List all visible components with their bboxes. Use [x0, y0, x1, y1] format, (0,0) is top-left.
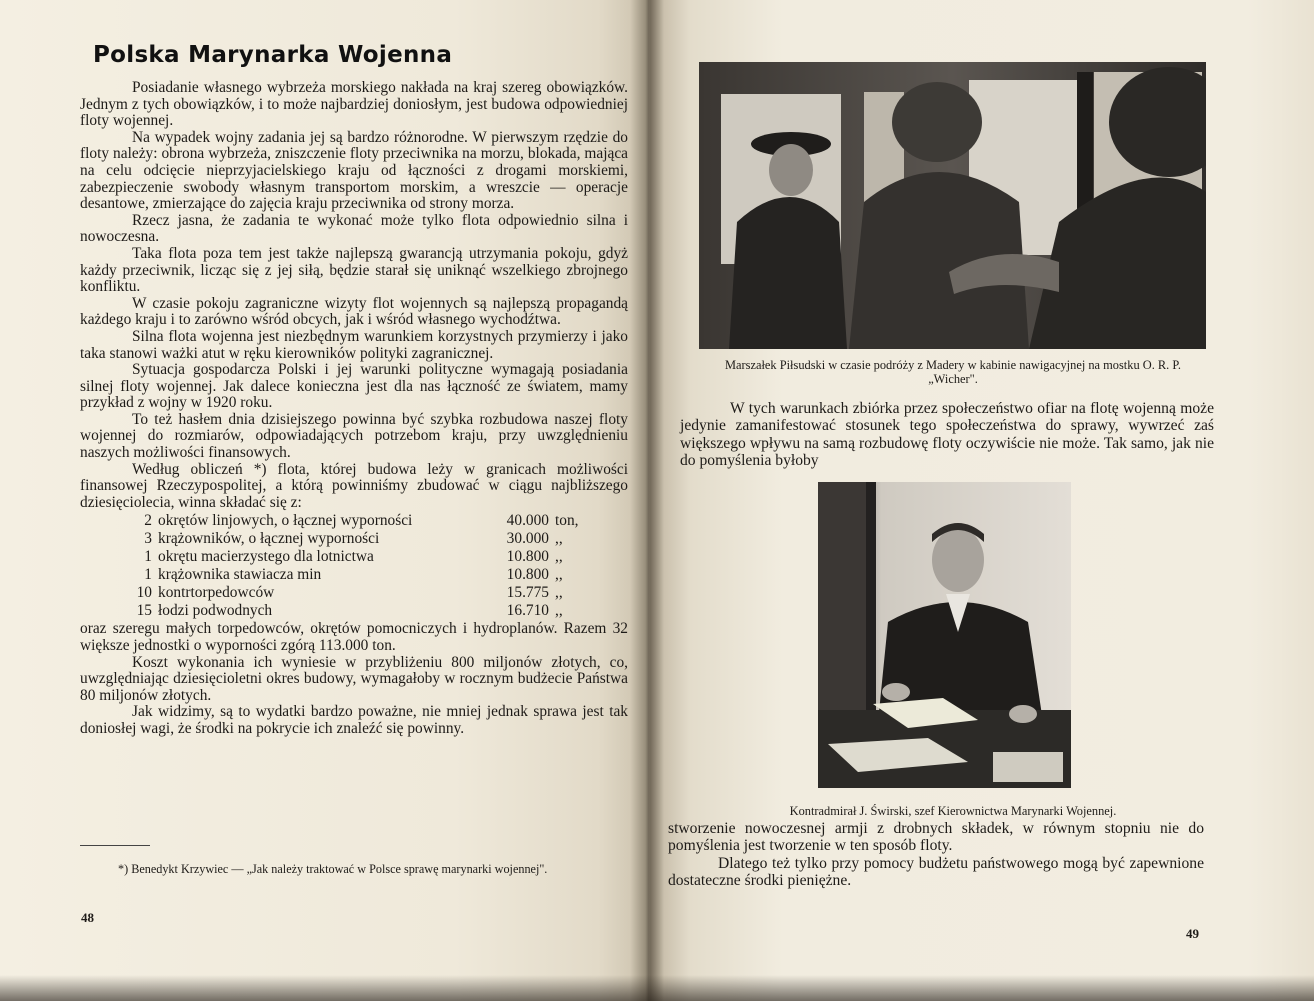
- fleet-unit: ,,: [555, 566, 563, 584]
- paragraph: stworzenie nowoczesnej armji z drobnych składek, w równym stopniu nie do pomyślenia jest tworzenie w ten sposób floty.: [668, 820, 1204, 855]
- paragraph: W tych warunkach zbiórka przez społeczeństwo ofiar na flotę wojenną może jedynie zamanifestować stosunek tego społeczeństwa do sprawy, wywrzeć zaś większego wpływu na samą rozbudowę floty oczywiście nie może. Tak samo, jak nie do pomyślenia byłoby: [680, 400, 1214, 470]
- fleet-name: kontrtorpedowców: [158, 584, 275, 602]
- fleet-count: 1: [144, 548, 152, 566]
- fleet-value: 10.800: [506, 548, 549, 566]
- fleet-count: 2: [144, 512, 152, 530]
- left-body-text: [80, 80, 628, 738]
- footnote-divider: [80, 845, 150, 846]
- fleet-count: 10: [136, 584, 152, 602]
- paragraph: Sytuacja gospodarcza Polski i jej warunki polityczne wymagają posiadania silnej floty wojennej. Jak dalece konieczna jest dla nas łączność ze światem, mamy przykład z wojny w 1920 roku.: [80, 361, 628, 412]
- fleet-count: 3: [144, 530, 152, 548]
- photo-pilsudski-bridge: [699, 62, 1206, 349]
- fleet-value: 40.000: [506, 512, 549, 530]
- fleet-name: łodzi podwodnych: [158, 602, 273, 620]
- fleet-name: krążowników, o łącznej wyporności: [158, 530, 380, 548]
- fleet-value: 15.775: [506, 584, 549, 602]
- fleet-unit: ,,: [555, 584, 563, 602]
- paragraph: W czasie pokoju zagraniczne wizyty flot wojennych są najlepszą propagandą każdego kraju i to zarówno wśród obcych, jak i wśród własnego wychodźtwa.: [80, 294, 628, 329]
- photo-swirski-desk: [818, 482, 1071, 788]
- article-title: Polska Marynarka Wojenna: [93, 42, 453, 68]
- fleet-table: [128, 512, 593, 620]
- fleet-unit: ,,: [555, 548, 563, 566]
- fleet-unit: ,,: [555, 602, 563, 620]
- fleet-value: 10.800: [506, 566, 549, 584]
- fleet-value: 16.710: [506, 602, 549, 620]
- paragraph: oraz szeregu małych torpedowców, okrętów pomocniczych i hydroplanów. Razem 32 większe jednostki o wyporności zgórą 113.000 ton.: [80, 620, 628, 655]
- table-row: [128, 530, 593, 548]
- fleet-count: 1: [144, 566, 152, 584]
- paragraph: Taka flota poza tem jest także najlepszą gwarancją utrzymania pokoju, gdyż każdy przeciwnik, licząc się z jej siłą, będzie starał się uniknąć wszelkiego zbrojnego konfliktu.: [80, 244, 628, 296]
- right-body-text-2: [668, 820, 1204, 890]
- page-number-left: 48: [81, 910, 94, 925]
- bottom-edge-shadow: [0, 975, 1314, 1001]
- fleet-name: krążownika stawiacza min: [158, 566, 322, 584]
- right-body-text-1: [680, 400, 1214, 470]
- paragraph: Jak widzimy, są to wydatki bardzo poważne, nie mniej jednak sprawa jest tak doniosłej wagi, że środki na pokrycie ich znaleźć się powinny.: [80, 703, 628, 737]
- table-row: [128, 548, 593, 566]
- table-row: [128, 584, 593, 602]
- paragraph: Na wypadek wojny zadania jej są bardzo różnorodne. W pierwszym rzędzie do floty należy: obrona wybrzeża, zniszczenie floty przeciwnika na morzu, blokada, mająca na celu odcięcie nieprzyjacielskiego kraju od łączności z drogami morskiemi, zabezpieczenie swobody własnym transportom morskim, a wreszcie — operacje desantowe, zmierzające do zajęcia kraju przeciwnika od strony morza.: [80, 128, 628, 213]
- footnote: *) Benedykt Krzywiec — „Jak należy traktować w Polsce sprawę marynarki wojennej".: [118, 862, 548, 876]
- paragraph: Silna flota wojenna jest niezbędnym warunkiem korzystnych przymierzy i jako taka stanowi ważki atut w ręku kierowników polityki zagranicznej.: [80, 327, 628, 362]
- paragraph: Koszt wykonania ich wyniesie w przybliżeniu 800 miljonów złotych, co, uwzględniając dziesięcioletni okres budowy, wymagałoby w rocznym budżecie Państwa 80 miljonów złotych.: [80, 653, 628, 704]
- paragraph: Rzecz jasna, że zadania te wykonać może tylko flota odpowiednio silna i nowoczesna.: [80, 211, 628, 246]
- fleet-unit: ton,: [555, 512, 579, 530]
- paragraph: Według obliczeń *) flota, której budowa leży w granicach możliwości finansowej Rzeczypospolitej, a którą powinniśmy zbudować w ciągu najbliższego dziesięciolecia, winna składać się z:: [80, 460, 628, 511]
- fleet-value: 30.000: [506, 530, 549, 548]
- table-row: [128, 602, 593, 620]
- photo-caption-1: Marszałek Piłsudski w czasie podróży z Madery w kabinie nawigacyjnej na mostku O. R. P. „Wicher".: [725, 358, 1181, 386]
- fleet-count: 15: [136, 602, 152, 620]
- paragraph: Dlatego też tylko przy pomocy budżetu państwowego mogą być zapewnione dostateczne środki pieniężne.: [668, 854, 1204, 890]
- photo-caption-2: Kontradmirał J. Świrski, szef Kierownictwa Marynarki Wojennej.: [789, 804, 1117, 818]
- page-number-right: 49: [1186, 926, 1199, 941]
- table-row: [128, 566, 593, 584]
- book-spine-shadow: [630, 0, 664, 1001]
- left-page: [0, 0, 650, 1001]
- table-row: [128, 512, 593, 530]
- paragraph: To też hasłem dnia dzisiejszego powinna być szybka rozbudowa naszej floty wojennej do rozmiarów, odpowiadających potrzebom kraju, przy uwzględnieniu naszych możliwości finansowych.: [80, 410, 628, 462]
- fleet-name: okrętów linjowych, o łącznej wyporności: [158, 512, 413, 530]
- fleet-name: okrętu macierzystego dla lotnictwa: [158, 548, 374, 566]
- paragraph: Posiadanie własnego wybrzeża morskiego nakłada na kraj szereg obowiązków. Jednym z tych obowiązków, i to może najbardziej doniosłym, jest budowa odpowiedniej floty wojennej.: [80, 79, 628, 130]
- fleet-unit: ,,: [555, 530, 563, 548]
